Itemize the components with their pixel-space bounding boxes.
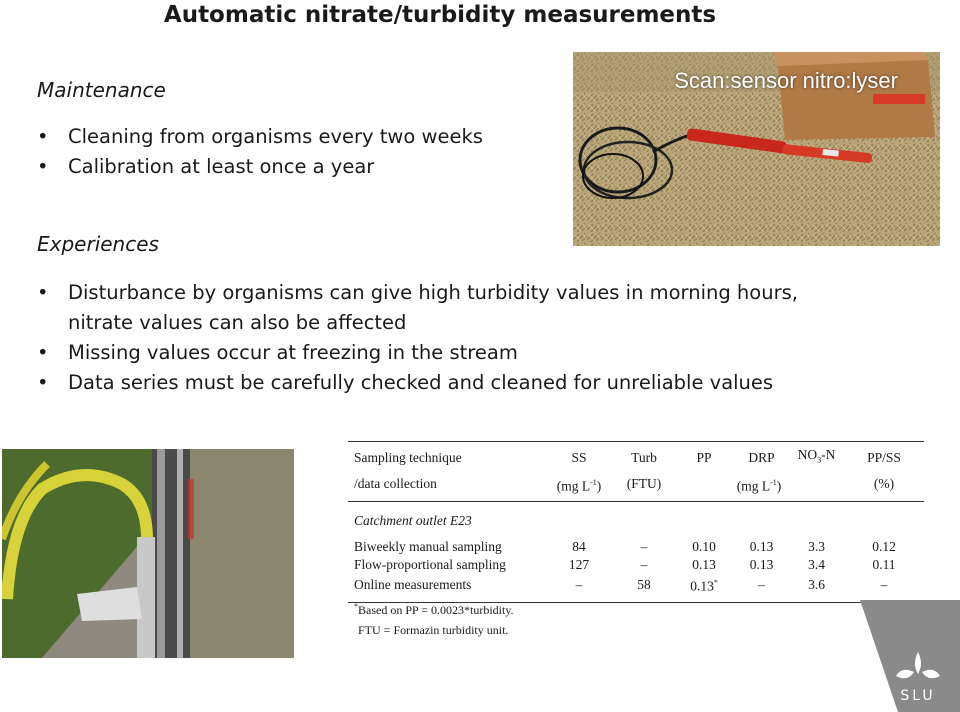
table-cell: – [640, 557, 648, 573]
table-cell: 0.12 [872, 539, 896, 555]
list-item: • Calibration at least once a year [37, 152, 483, 182]
table-cell: 0.13 [749, 539, 774, 555]
slu-logo [860, 600, 960, 712]
table-cell: – [640, 539, 648, 555]
header-cell: PP [674, 442, 734, 470]
list-item [37, 278, 798, 338]
stream-photo-graphic [2, 449, 294, 658]
header-cell: DRP [734, 442, 789, 470]
table-cell: 3.4 [808, 557, 825, 573]
table-group-row [348, 502, 924, 539]
sensor-photo [573, 52, 940, 246]
table-cell: 58 [614, 574, 674, 602]
table-cell: – [734, 574, 789, 602]
header-cell: Turb [614, 442, 674, 470]
header-cell: /data collection [348, 470, 544, 502]
experiences-heading: Experiences [37, 232, 159, 256]
stream-photo [2, 449, 294, 658]
unit-cell: (%) [844, 470, 924, 502]
table-cell: 0.13 [749, 557, 774, 573]
table-header-row [348, 442, 924, 470]
table-cell: 3.6 [789, 574, 844, 602]
footnote: FTU = Formazin turbidity unit. [358, 623, 509, 637]
maintenance-list [37, 122, 483, 182]
unit-cell: (mg $L^{-1}$) [544, 470, 614, 502]
table-cell: Biweekly manual sampling [354, 539, 502, 555]
table-cell: 0.13 [692, 557, 716, 573]
table-cell: Online measurements [348, 574, 544, 602]
table-cell: 3.3 [808, 539, 825, 555]
table-cell: – [544, 574, 614, 602]
header-cell: PP/SS [844, 442, 924, 470]
group-label: Catchment outlet E23 [354, 513, 472, 529]
list-item: • Missing values occur at freezing in the stream [37, 338, 798, 368]
slu-logo-text: SLU [900, 688, 936, 704]
maintenance-heading: Maintenance [37, 78, 166, 102]
table-row [348, 556, 924, 574]
table-unit-row [348, 470, 924, 502]
nutrient-table [348, 441, 924, 603]
footnote: *Based on PP = 0.0023*turbidity. [354, 602, 514, 617]
slide-title: Automatic nitrate/turbidity measurements [163, 2, 717, 28]
sensor-photo-label: Scan:sensor nitro:lyser [674, 68, 898, 93]
list-item-continuation: nitrate values can also be affected [68, 311, 407, 334]
header-cell-no3: $NO_3-N$ [789, 442, 844, 470]
unit-cell: (mg $L^{-1}$) [674, 470, 844, 502]
header-cell: Sampling technique [348, 442, 544, 470]
unit-cell: (FTU) [614, 470, 674, 502]
table-cell: 0.11 [872, 557, 896, 573]
table-cell: 84 [572, 539, 586, 555]
list-item: • Data series must be carefully checked and cleaned for unreliable values [37, 368, 798, 398]
list-item-text: Disturbance by organisms can give high turbidity values in morning hours, [68, 281, 798, 304]
table-cell: 0.13* [674, 574, 734, 602]
experiences-list [37, 278, 798, 398]
table-footnotes [354, 597, 514, 640]
table-cell: 127 [568, 557, 590, 573]
table-cell: 0.10 [692, 539, 716, 555]
table-row [348, 538, 924, 556]
table-cell: – [844, 574, 924, 602]
header-cell: SS [544, 442, 614, 470]
list-item: • Cleaning from organisms every two weeks [37, 122, 483, 152]
table-cell: Flow-proportional sampling [354, 557, 506, 573]
